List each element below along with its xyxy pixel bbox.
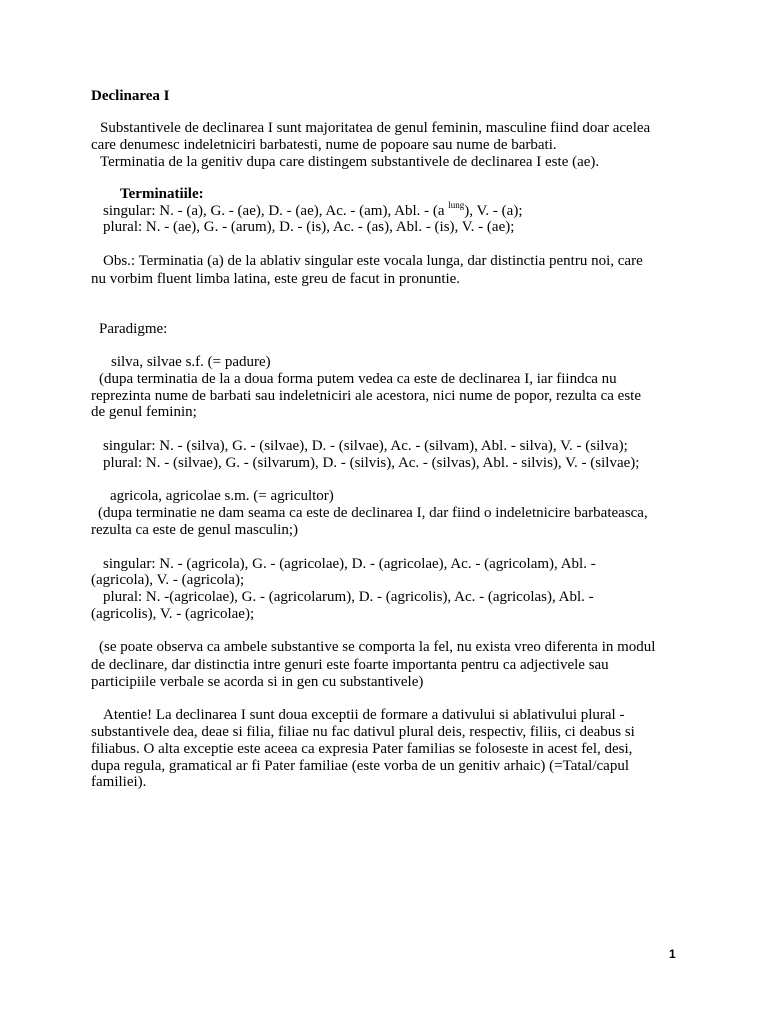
paradigm-plural-line: plural: N. - (silvae), G. - (silvarum), D. - (silvis), Ac. - (silvas), Abl. - silvis), V. - (silvae); (103, 455, 640, 471)
paradigm-singular-line: singular: N. - (agricola), G. - (agricolae), D. - (agricolae), Ac. - (agricolam), Abl. - (103, 556, 596, 572)
observation-line: nu vorbim fluent limba latina, este greu de facut in pronuntie. (91, 271, 461, 287)
attention-note-line: filiabus. O alta exceptie este aceea ca expresia Pater familias se foloseste in acest fel, desi, (91, 741, 633, 757)
paradigm-singular-line: (agricola), V. - (agricola); (91, 572, 245, 588)
endings-singular-line (103, 200, 523, 220)
attention-note-line: Atentie! La declinarea I sunt doua exceptii de formare a dativului si ablativului plural - (103, 707, 625, 723)
comparison-note-line: (se poate observa ca ambele substantive se comporta la fel, nu exista vreo diferenta in modul (99, 639, 656, 655)
paradigm-explanation-line: rezulta ca este de genul masculin;) (91, 522, 298, 538)
paradigm-explanation-line: (dupa terminatia de la a doua forma putem vedea ca este de declinarea I, iar fiindca nu (99, 371, 617, 387)
paradigm-headword-agricola: agricola, agricolae s.m. (= agricultor) (110, 488, 334, 504)
paradigm-headword-silva: silva, silvae s.f. (= padure) (111, 354, 271, 370)
attention-note-line: dupa regula, gramatical ar fi Pater familiae (este vorba de un genitiv arhaic) (=Tatal/capul (91, 758, 629, 774)
paradigm-explanation-line: de genul feminin; (91, 404, 197, 420)
paradigm-explanation-line: reprezinta nume de barbati sau indeletniciri ale acestora, nici nume de popor, rezulta ca este (91, 388, 641, 404)
paradigms-heading: Paradigme: (99, 321, 168, 337)
endings-heading: Terminatiile: (120, 186, 204, 202)
paradigm-plural-line: plural: N. -(agricolae), G. - (agricolarum), D. - (agricolis), Ac. - (agricolas), Abl. - (103, 589, 594, 605)
page-number: 1 (669, 947, 676, 961)
comparison-note-line: de declinare, dar distinctia intre genuri este foarte importanta pentru ca adjectivele sau (91, 657, 609, 673)
intro-line: care denumesc indeletniciri barbatesti, nume de popoare sau nume de barbati. (91, 137, 557, 153)
attention-note-line: familiei). (91, 774, 147, 790)
paradigm-singular-line: singular: N. - (silva), G. - (silvae), D. - (silvae), Ac. - (silvam), Abl. - silva), V. - (silva); (103, 438, 628, 454)
paradigm-plural-line: (agricolis), V. - (agricolae); (91, 606, 255, 622)
paradigm-explanation-line: (dupa terminatie ne dam seama ca este de declinarea I, dar fiind o indeletnicire barbateasca, (98, 505, 648, 521)
long-vowel-mark: lung (448, 200, 465, 210)
observation-line: Obs.: Terminatia (a) de la ablativ singular este vocala lunga, dar distinctia pentru noi, care (103, 253, 643, 269)
section-title: Declinarea I (91, 88, 170, 104)
endings-singular-text-end: ), V. - (a); (464, 203, 523, 219)
intro-line: Terminatia de la genitiv dupa care distingem substantivele de declinarea I este (ae). (100, 154, 600, 170)
endings-plural-line: plural: N. - (ae), G. - (arum), D. - (is), Ac. - (as), Abl. - (is), V. - (ae); (103, 219, 515, 235)
intro-line: Substantivele de declinarea I sunt majoritatea de genul feminin, masculine fiind doar acelea (100, 120, 651, 136)
endings-singular-text: singular: N. - (a), G. - (ae), D. - (ae), Ac. - (am), Abl. - (a (103, 203, 449, 219)
attention-note-line: substantivele dea, deae si filia, filiae nu fac dativul plural deis, respectiv, filiis, ci deabus si (91, 724, 635, 740)
comparison-note-line: participiile verbale se acorda si in gen cu substantivele) (91, 674, 424, 690)
